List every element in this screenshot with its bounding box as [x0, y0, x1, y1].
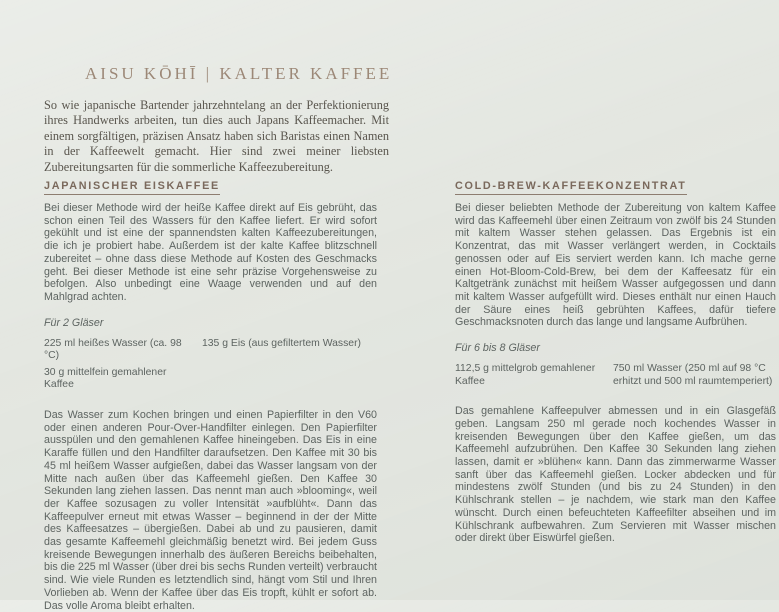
ingredient-item: 135 g Eis (aus gefiltertem Wasser)	[202, 337, 361, 349]
page-title: AISU KŌHĪ | KALTER KAFFEE	[85, 64, 393, 83]
ingredients-column-1	[455, 363, 613, 392]
ingredients-column-1	[44, 338, 202, 396]
ingredient-item: 750 ml Wasser (250 ml auf 98 °C erhitzt und 500 ml raumtemperiert)	[613, 363, 773, 387]
ingredients-list	[44, 338, 377, 396]
instructions-paragraph: Das gemahlene Kaffeepulver abmessen und in ein Glasgefäß geben. Langsam 250 ml gerade noch kochendes Wasser in kreisenden Bewegungen über den Kaffee gießen, um das Kaffeemehl aufzubrühen. Den Kaffee 30 Sekunden lang ziehen lassen, damit er »blühen« kann. Dann das zimmerwarme Wasser sanft über das Kaffeemehl gießen. Locker abdecken und für mindestens zwölf Stunden (und bis zu 24 Stunden) in den Kühlschrank stellen – je nachdem, wie stark man den Kaffee wünscht. Durch einen befeuchteten Kaffeefilter abseihen und im Kühlschrank aufbewahren. Zum Servieren mit Wasser mischen oder direkt über Eiswürfel gießen.	[455, 405, 776, 545]
recipe-columns	[44, 176, 776, 612]
recipe-section-cold-brew-kaffeekonzentrat	[455, 176, 776, 612]
ingredients-column-2	[613, 363, 776, 392]
ingredient-item: 30 g mittelfein gemahlener Kaffee	[44, 366, 167, 391]
serving-size: Für 6 bis 8 Gläser	[455, 342, 540, 355]
serving-size: Für 2 Gläser	[44, 316, 104, 329]
section-heading: COLD-BREW-KAFFEEKONZENTRAT	[455, 180, 687, 195]
recipe-section-japanischer-eiskaffee	[44, 176, 377, 612]
intro-paragraph: So wie japanische Bartender jahrzehntelang an der Perfektionierung ihres Handwerks arbeiten, tun dies auch Japans Kaffeemacher. Mit einem sorgfältigen, präzisen Ansatz haben sich Baristas einen Namen in der Kaffeewelt gemacht. Hier sind zwei meiner liebsten Zubereitungsarten für die sommerliche Kaffeezubereitung.	[44, 98, 389, 174]
section-heading: JAPANISCHER EISKAFFEE	[44, 180, 220, 195]
ingredients-list	[455, 363, 776, 392]
section-description: Bei dieser Methode wird der heiße Kaffee direkt auf Eis gebrüht, das schon einen Teil des Wassers für den Kaffee liefert. Er wird sofort gekühlt und ist eine der spannendsten kalten Kaffeezubereitungen, die ich je probiert habe. Außerdem ist der kalte Kaffee blitzschnell zubereitet – ohne dass diese Methode auf Kosten des Geschmacks geht. Bei dieser Methode ist eine sehr präzise Vorgehensweise zu befolgen. Also unbedingt eine Waage verwenden und auf den Mahlgrad achten.	[44, 202, 377, 303]
section-description: Bei dieser beliebten Methode der Zubereitung von kaltem Kaffee wird das Kaffeemehl über einen Zeitraum von zwölf bis 24 Stunden mit kaltem Wasser stehen gelassen. Das Ergebnis ist ein Konzentrat, das mit Wasser verlängert werden, in Cocktails genossen oder auf Eis serviert werden kann. Ich mache gerne einen Hot-Bloom-Cold-Brew, bei dem der Kaffeesatz für ein Kaltgetränk zunächst mit heißem Wasser aufgegossen und dann mit kaltem Wasser aufgefüllt wird. Dieses enthält nur einen Hauch der Säure eines heiß gebrühten Kaffees, dafür tiefere Geschmacksnoten durch das lange und langsame Aufbrühen.	[455, 202, 776, 329]
ingredient-item: 112,5 g mittelgrob gemahlener Kaffee	[455, 363, 596, 387]
ingredients-column-2	[202, 338, 377, 396]
ingredient-item: 225 ml heißes Wasser (ca. 98 °C)	[44, 337, 182, 362]
instructions-paragraph: Das Wasser zum Kochen bringen und einen Papierfilter in den V60 oder einen anderen Pour-Over-Handfilter einlegen. Den Papierfilter ausspülen und den gemahlenen Kaffee hineingeben. Das Eis in eine Karaffe füllen und den Handfilter daraufsetzen. Den Kaffee mit 30 bis 45 ml heißem Wasser aufgießen, dabei das Wasser langsam von der Mitte nach außen über das Kaffeemehl gießen. Den Kaffee 30 Sekunden lang ziehen lassen. Das nennt man auch »blooming«, weil der Kaffee sozusagen zu voller Intensität »aufblüht«. Dann das Kaffeepulver erneut mit etwas Wasser – beginnend in der der Mitte des Kaffeesatzes – übergießen. Dabei ab und zu pausieren, damit das gesamte Kaffeemehl gleichmäßig benetzt wird. Bei jedem Guss kreisende Bewegungen innerhalb des äußeren Bereichs beibehalten, bis die 225 ml Wasser (über drei bis sechs Runden verteilt) verbraucht sind. Wie viele Runden es letztendlich sind, hängt vom Stil und Ihren Vorlieben ab. Wenn der Kaffee über das Eis tropft, kühlt er sofort ab. Das volle Aroma bleibt erhalten.	[44, 409, 377, 612]
